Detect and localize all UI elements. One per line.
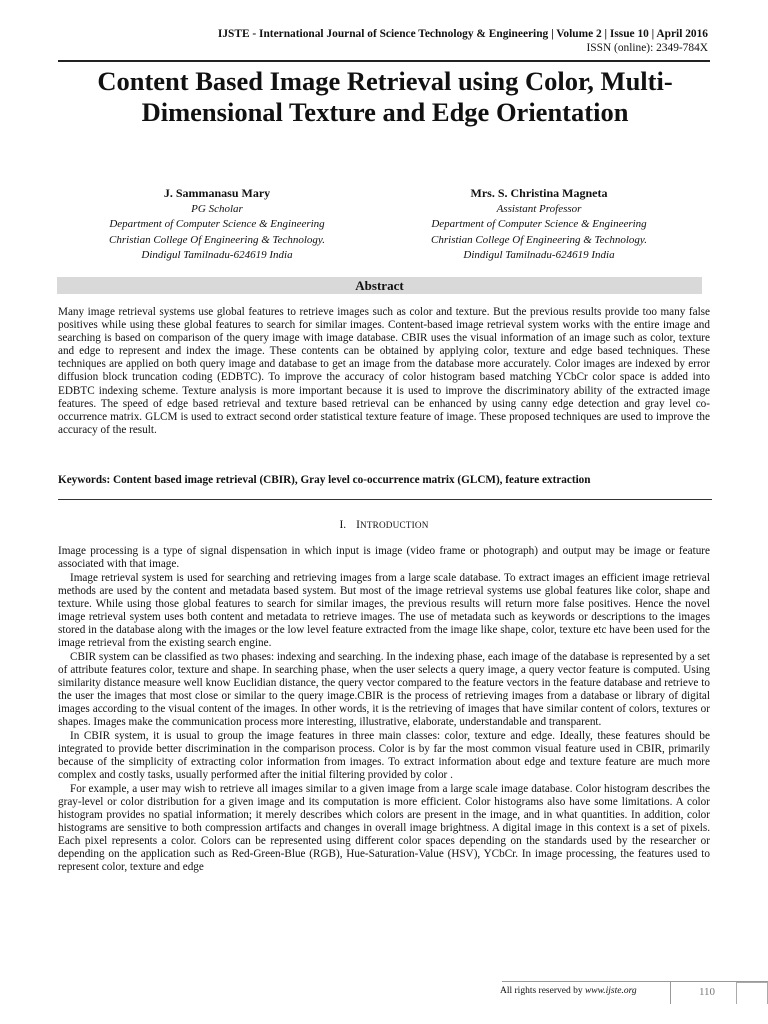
footer-divider	[670, 982, 671, 1004]
footer-rights-text: All rights reserved by	[500, 986, 585, 996]
author-department: Department of Computer Science & Engineering	[109, 218, 325, 231]
abstract-text: Many image retrieval systems use global features to retrieve images such as color and texture. But the previous results provide too many false positives while using these global features to search for similar images. Content-based image retrieval system works with the entire image and searching is based on comparison of the query image with image database. CBIR uses the visual information of an image such as color, texture and edge to represent and index the image. These contents can be obtained by applying color, texture and edge based techniques. These techniques are applied on both query image and database to get an image from the database more accurately. Color images are indexed by error diffusion block truncation coding (EDBTC). To improve the accuracy of color histogram based matching YCbCr color space is added into EDBTC indexing scheme. Texture analysis is more important because it is used to improve the discriminatory ability of the extracted image features. The speed of edge based retrieval and texture based retrieval can be enhanced by using canny edge detection and gray level co-occurrence matrix. GLCM is used to extract second order statistical texture feature of image. These proposed techniques are used to improve the accuracy of the result.	[58, 306, 710, 436]
author-role: PG Scholar	[191, 202, 243, 215]
paragraph: Image retrieval system is used for searching and retrieving images from a large scale database. To extract images an efficient image retrieval methods are used by the content and metadata based system. But most of the image retrieval systems use global features like color, shape and texture. While using those global features to search for similar images, the previous results will return more false positives. Hence the novel image retrieval system uses both content and metadata to retrieve images. The use of metadata such as keywords or descriptions to the images stored in the database along with the images or the low level feature extracted from the image like shape, color, texture etc have been used for the image retrieval from the existing search engine.	[58, 571, 710, 650]
keywords: Keywords: Content based image retrieval (CBIR), Gray level co-occurrence matrix (GLCM), feature extraction	[58, 474, 591, 486]
paper-title: Content Based Image Retrieval using Color, Multi-Dimensional Texture and Edge Orientation	[97, 66, 673, 127]
author-name: Mrs. S. Christina Magneta	[470, 186, 608, 200]
section-body	[58, 545, 710, 875]
abstract-heading: Abstract	[57, 277, 702, 294]
author-2	[389, 186, 689, 264]
page-corner-box	[736, 982, 768, 1004]
header-rule	[58, 60, 710, 62]
author-college: Christian College Of Engineering & Technology.	[431, 233, 647, 246]
author-1	[67, 186, 367, 264]
section-title-initial: I	[356, 519, 360, 531]
author-department: Department of Computer Science & Engineering	[431, 218, 647, 231]
paragraph: CBIR system can be classified as two phases: indexing and searching. In the indexing phase, each image of the database is represented by a set of attribute features color, texture and shape. In searching phase, when the user selects a query image, a query vector feature is computed. Using similarity distance measure well know Euclidian distance, the query vector compared to the feature vectors in the feature database and retrieve to the user the images that most close or similar to the query image.CBIR is the process of retrieving images from a database or library of digital images according to the visual content of the images. In other words, it is the retrieving of images that have similar content of colors, textures or shapes. Images make the communication process more interesting, illustrative, elaborate, understandable and transparent.	[58, 650, 710, 729]
author-name: J. Sammanasu Mary	[163, 186, 271, 200]
author-role: Assistant Professor	[496, 202, 582, 215]
section-title-rest: NTRODUCTION	[360, 520, 429, 530]
paragraph: For example, a user may wish to retrieve all images similar to a given image from a large scale image database. Color histogram describes the gray-level or color distribution for a given image and its computation is more efficient. Color histograms also have some limitations. A color histogram provides no spatial information; it merely describes which colors are present in the image, and in what quantities. In addition, color histograms are sensitive to both compression artifacts and changes in overall image brightness. A digital image in this context is a set of pixels. Each pixel represents a color. Colors can be represented using different color spaces depending on the standards used by the researcher or depending on the application such as Red-Green-Blue (RGB), Hue-Saturation-Value (HSV), YCbCr. In image processing, the features used to represent color, texture and edge	[58, 782, 710, 874]
journal-citation: IJSTE - International Journal of Science Technology & Engineering | Volume 2 | Issue 10 | April 2016	[217, 28, 708, 40]
section-number: I.	[339, 519, 347, 531]
footer-rule	[502, 981, 768, 982]
section-rule	[58, 499, 712, 500]
paragraph: Image processing is a type of signal dispensation in which input is image (video frame or photograph) and output may be image or feature associated with that image.	[58, 545, 710, 571]
issn: ISSN (online): 2349-784X	[586, 42, 708, 54]
footer-url[interactable]: www.ijste.org	[584, 986, 637, 996]
section-heading	[58, 518, 710, 532]
journal-header	[88, 27, 708, 55]
paragraph: In CBIR system, it is usual to group the image features in three main classes: color, texture and edge. Ideally, these features should be integrated to provide better discrimination in the comparison process. Color is by far the most common visual feature used in CBIR, primarily because of the simplicity of extracting color information from images. To extract information about edge and texture feature are much more complex and costly tasks, usually performed after the initial filtering provided by color .	[58, 729, 710, 782]
author-location: Dindigul Tamilnadu-624619 India	[463, 249, 615, 262]
author-location: Dindigul Tamilnadu-624619 India	[141, 249, 293, 262]
page-number: 110	[698, 986, 716, 998]
footer-rights	[500, 985, 637, 997]
author-college: Christian College Of Engineering & Technology.	[109, 233, 325, 246]
